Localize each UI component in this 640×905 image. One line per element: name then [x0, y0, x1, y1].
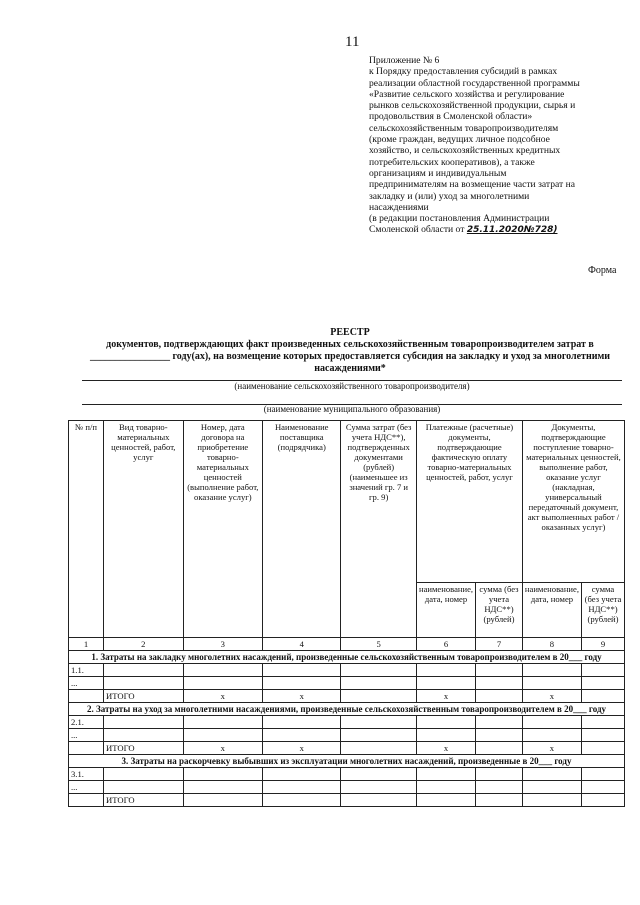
appendix-line: рынков сельскохозяйственной продукции, сырья и — [369, 100, 576, 112]
producer-caption: (наименование сельскохозяйственного товаропроизводителя) — [234, 381, 470, 391]
header-no: № п/п — [69, 421, 104, 638]
col-number: 9 — [582, 638, 625, 651]
title-line: РЕЕСТР — [330, 327, 370, 338]
header-goods-type: Вид товарно-материальных ценностей, работ, услуг — [104, 421, 184, 638]
handwritten-date: 25.11.2020№728) — [466, 225, 558, 236]
edition-line-text: Смоленской области от — [369, 224, 465, 236]
appendix-line: продовольствия в Смоленской области» — [369, 111, 533, 123]
form-label: Форма — [588, 265, 617, 276]
col-number: 5 — [341, 638, 417, 651]
subheader-name: наименование, дата, номер — [416, 583, 475, 638]
x-mark: х — [522, 742, 581, 755]
appendix-line: Приложение № 6 — [369, 55, 440, 66]
header-supplier: Наименование поставщика (подрядчика) — [263, 421, 341, 638]
title-line: насаждениями* — [314, 363, 386, 374]
x-mark: х — [522, 690, 581, 703]
col-number: 3 — [183, 638, 263, 651]
x-mark: х — [263, 742, 341, 755]
col-number: 1 — [69, 638, 104, 651]
edition-note: (в редакции постановления Администрации — [369, 213, 550, 225]
x-mark: х — [416, 742, 475, 755]
header-contract: Номер, дата договора на приобретение товарно-материальных ценностей (выполнение работ, оказание услуг) — [183, 421, 263, 638]
page-number: 11 — [345, 34, 360, 50]
header-costs: Сумма затрат (без учета НДС**), подтвержденных документами (рублей) (наименьшее из значений гр. 7 и гр. 9) — [341, 421, 417, 638]
section-heading: 2. Затраты на уход за многолетними насаждениями, произведенные сельскохозяйственным товаропроизводителем в 20___ году — [69, 703, 625, 716]
header-payment-docs: Платежные (расчетные) документы, подтверждающие фактическую оплату товарно-материальных ценностей, работ, услуг — [416, 421, 522, 583]
row-number: 2.1. — [69, 716, 104, 729]
appendix-line: организациям и индивидуальным — [369, 167, 507, 179]
subheader-sum: сумма (без учета НДС**) (рублей) — [476, 583, 523, 638]
total-label: ИТОГО — [104, 742, 184, 755]
title-line: документов, подтверждающих факт произведенных сельскохозяйственным товаропроизводителем затрат в — [106, 339, 594, 350]
appendix-line: (кроме граждан, ведущих личное подсобное — [369, 134, 550, 146]
appendix-line: потребительских кооперативов), а также — [369, 156, 535, 168]
col-number: 6 — [416, 638, 475, 651]
subheader-name: наименование, дата, номер — [522, 583, 581, 638]
row-ellipsis: ... — [69, 677, 104, 690]
appendix-line: к Порядку предоставления субсидий в рамках — [369, 66, 558, 78]
x-mark: х — [263, 690, 341, 703]
col-number: 8 — [522, 638, 581, 651]
row-number: 1.1. — [69, 664, 104, 677]
appendix-line: насаждениями — [369, 201, 429, 213]
x-mark: х — [183, 690, 263, 703]
x-mark: х — [183, 742, 263, 755]
appendix-line: предпринимателям на возмещение части затрат на — [369, 179, 575, 191]
col-number: 4 — [263, 638, 341, 651]
row-ellipsis: ... — [69, 781, 104, 794]
col-number: 2 — [104, 638, 184, 651]
title-line: ________________ году(ах), на возмещение которых предоставляется субсидия на закладку и уход за многолетними — [89, 351, 611, 362]
section-heading: 1. Затраты на закладку многолетних насаждений, произведенные сельскохозяйственным товаропроизводителем в 20___ году — [69, 651, 625, 664]
appendix-line: хозяйство, и сельскохозяйственных кредитных — [369, 145, 561, 157]
appendix-line: сельскохозяйственным товаропроизводителям — [369, 122, 559, 134]
total-label: ИТОГО — [104, 690, 184, 703]
col-number: 7 — [476, 638, 523, 651]
appendix-line: реализации областной государственной программы — [369, 77, 580, 89]
appendix-line: «Развитие сельского хозяйства и регулирование — [369, 88, 565, 100]
header-receipt-docs: Документы, подтверждающие поступление товарно-материальных ценностей, выполнение работ, оказание услуг (накладная, универсальный передаточный документ, акт выполненных работ / оказанных услуг) — [522, 421, 624, 583]
registry-table — [68, 420, 625, 807]
appendix-block — [369, 55, 607, 237]
x-mark: х — [416, 690, 475, 703]
row-ellipsis: ... — [69, 729, 104, 742]
section-heading: 3. Затраты на раскорчевку выбывших из эксплуатации многолетних насаждений, произведенные в 20___ году — [69, 755, 625, 768]
total-label: ИТОГО — [104, 794, 184, 807]
row-number: 3.1. — [69, 768, 104, 781]
municipality-caption: (наименование муниципального образования) — [263, 404, 441, 414]
edition-line — [369, 224, 607, 236]
subheader-sum: сумма (без учета НДС**) (рублей) — [582, 583, 625, 638]
appendix-line: закладку и (или) уход за многолетними — [369, 190, 530, 202]
document-title — [80, 327, 620, 375]
